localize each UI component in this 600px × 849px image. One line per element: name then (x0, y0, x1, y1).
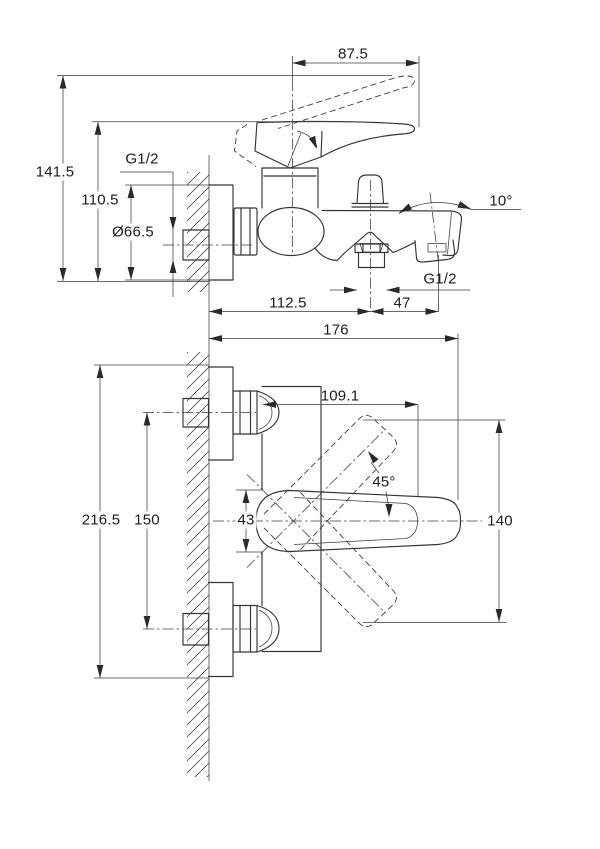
dim-label-141-5: 141.5 (35, 163, 75, 181)
thread-label-outlet: G1/2 (423, 270, 457, 288)
dim-label-110-5: 110.5 (81, 191, 119, 209)
shower-outlet-pipe (359, 253, 385, 268)
handle-hub-raised-dashed (235, 125, 257, 167)
valve-body (258, 208, 324, 256)
wall-hatching-plan (187, 352, 209, 777)
spout-body (322, 211, 462, 256)
shower-outlet-hex (355, 244, 388, 253)
dim-label-112-5: 112.5 (269, 294, 307, 312)
wall-flange (209, 185, 233, 280)
plan-view-faucet (143, 352, 482, 777)
body-underside (315, 232, 415, 260)
wall-hatching (187, 172, 209, 292)
handle-lever-raised-dashed (262, 76, 415, 129)
dim-label-66-5: Ø66.5 (112, 223, 154, 241)
hub-detail-line (288, 133, 301, 166)
hex-nut (234, 208, 257, 255)
angle-label-45: 45° (372, 473, 396, 491)
dim-label-150: 150 (134, 511, 160, 529)
handle-column (262, 168, 318, 208)
dim-label-43: 43 (237, 511, 255, 529)
mount-plate-bottom (209, 583, 234, 677)
dim-label-87-5: 87.5 (338, 45, 368, 63)
dim-label-140: 140 (487, 512, 513, 530)
dim-label-47: 47 (393, 294, 411, 312)
thread-label-inlet: G1/2 (125, 150, 159, 168)
dim-label-176: 176 (323, 321, 349, 339)
dim-label-109-1: 109.1 (320, 387, 360, 405)
lever-swivel-down-dashed (264, 492, 397, 627)
mount-plate-top (209, 367, 234, 460)
dim-label-216-5: 216.5 (81, 511, 121, 529)
angle-label-10: 10° (489, 192, 513, 210)
handle-lever (300, 121, 415, 157)
spout-cap-line (448, 212, 452, 254)
diverter-knob (352, 175, 388, 207)
connector-dome-top (257, 391, 279, 434)
handle-hub (255, 122, 322, 169)
lift-arrowhead-icon (309, 136, 317, 149)
connector-dome-bottom (257, 606, 279, 653)
